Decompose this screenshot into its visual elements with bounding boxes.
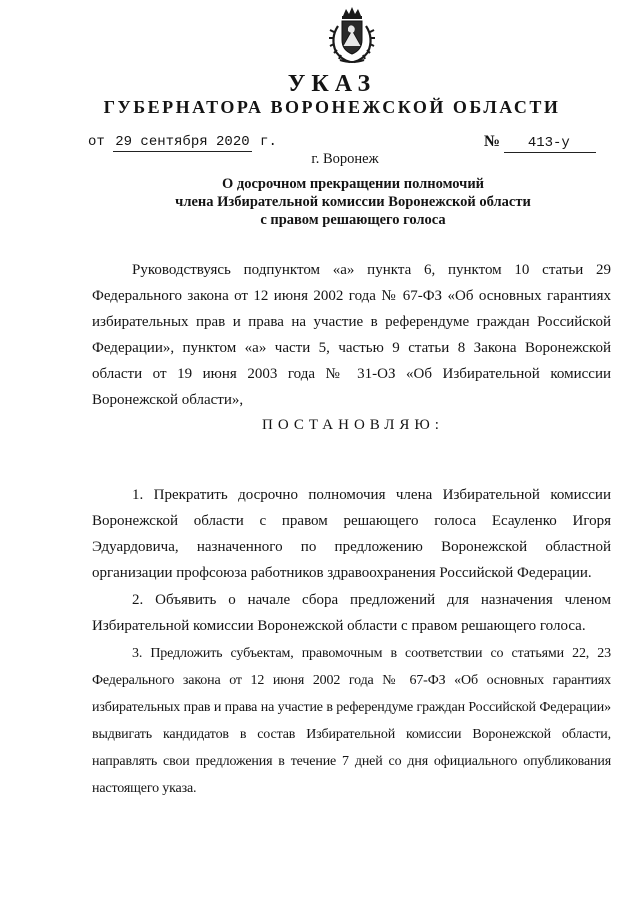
date-suffix: г.: [260, 134, 277, 150]
voronezh-coat-of-arms-icon: [326, 6, 378, 66]
number-sign: №: [484, 133, 501, 150]
document-title: УКАЗ: [287, 71, 377, 97]
number-value: 413-у: [504, 134, 596, 153]
document-city: г. Воронеж: [311, 151, 379, 167]
decree-item-1: 1. Прекратить досрочно полномочия члена Избирательной комиссии Воронежской области с правом решающего голоса Есауленко Игоря Эдуардовича, назначенного по предложению Воронежской областной организации профсоюза работников здравоохранения Российской Федерации.: [92, 487, 611, 581]
decree-word: ПОСТАНОВЛЯЮ:: [262, 417, 444, 433]
intro-paragraph: Руководствуясь подпунктом «а» пункта 6, пунктом 10 статьи 29 Федерального закона от 12 июня 2002 года № 67-ФЗ «Об основных гарантиях избирательных прав и права на участие в референдуме граждан Российской Федерации», пунктом «а» части 5, частью 9 статьи 8 Закона Воронежской области от 19 июня 2003 года № 31-ОЗ «Об Избирательной комиссии Воронежской области»,: [92, 262, 611, 408]
date-prefix: от: [88, 134, 105, 150]
heading-line: О досрочном прекращении полномочий: [221, 176, 485, 192]
date-value: 29 сентября 2020: [115, 134, 250, 150]
document-issuer: ГУБЕРНАТОРА ВОРОНЕЖСКОЙ ОБЛАСТИ: [103, 97, 561, 117]
heading-line: с правом решающего голоса: [260, 212, 446, 228]
decree-item-3: [92, 640, 611, 802]
document-heading: [0, 175, 640, 229]
decree-item-3-text: 3. Предложить субъектам, правомочным в соответствии со статьями 22, 23 Федерального закона от 12 июня 2002 года № 67-ФЗ «Об основных гарантиях избирательных прав и права на участие в референдуме граждан Российской Федерации» выдвигать кандидатов в состав Избирательной комиссии Воронежской области, направлять свои предложения в течение 7 дней со дня официального опубликования настоящего указа.: [92, 646, 611, 796]
decree-item-2: 2. Объявить о начале сбора предложений для назначения членом Избирательной комиссии Воронежской области с правом решающего голоса.: [92, 592, 611, 634]
heading-line: члена Избирательной комиссии Воронежской области: [175, 194, 531, 210]
